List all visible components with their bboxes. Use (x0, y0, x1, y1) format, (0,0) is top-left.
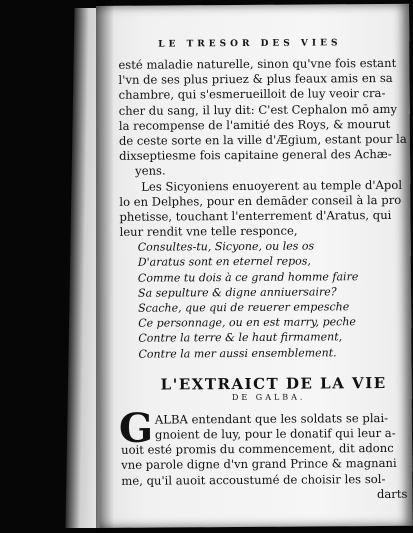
text-line: esté maladie naturelle, sinon qu'vne fois estant (118, 55, 397, 72)
verse-line: Consultes-tu, Sicyone, ou les os (137, 239, 315, 254)
text-line: dixseptiesme fois capitaine general des Achæ- (118, 147, 392, 163)
text-line: chambre, qui s'esmerueilloit de luy veoir cra- (118, 86, 386, 103)
drop-cap: G (118, 404, 154, 452)
text-line: l'vn de ses plus priuez & plus feaux amis en sa (118, 71, 393, 88)
paragraph-galba (118, 404, 413, 504)
verse-line: Comme tu dois à ce grand homme faire (137, 269, 359, 285)
verse-line: Sa sepulture & digne anniuersaire? (137, 285, 337, 300)
page-body (118, 56, 413, 504)
text-line: cher du sang, il luy dit: C'est Cephalon mō amy (118, 101, 398, 118)
running-head: LE TRESOR DES VIES (158, 38, 342, 50)
text-line: leur rendit vne telle responce, (119, 223, 298, 239)
paragraph-sicyonians (119, 177, 413, 240)
text-line: vne parole digne d'vn grand Prince & magnani (121, 456, 397, 473)
catchword: darts (376, 486, 408, 501)
verse-line: Ce personnage, ou en est marry, peche (138, 315, 356, 330)
chapter-subtitle: DE GALBA. (231, 392, 306, 402)
text-line: ALBA entendant que les soldats se plai- (154, 410, 389, 427)
text-line: de ceste sorte en la ville d'Ægium, estant pour la (118, 131, 407, 148)
text-line: yens. (135, 163, 166, 179)
text-line: gnoient de luy, pour le donatif qui leur a- (154, 425, 396, 442)
verse-line: D'aratus sont en eternel repos, (137, 254, 311, 270)
text-line: phetisse, touchant l'enterrement d'Aratus, qui (119, 207, 392, 224)
verse-line: Contre la terre & le haut firmament, (138, 330, 343, 346)
oracle-verse (120, 238, 413, 362)
paragraph-aratus-death (118, 56, 413, 180)
verse-line: Contre la mer aussi ensemblement. (138, 345, 337, 361)
book-page (96, 4, 413, 528)
text-line: Les Sicyoniens enuoyerent au temple d'Apol (141, 177, 403, 194)
binding-shadow (96, 0, 114, 533)
text-line: la recompense de l'amitié des Roys, & mourut (118, 116, 391, 133)
chapter-title: L'EXTRAICT DE LA VIE (160, 373, 387, 394)
text-line: lo en Delphes, pour en demāder conseil à la pro (119, 192, 402, 209)
text-line: uoit esté promis du commencement, dit adonc (121, 441, 394, 457)
text-line: me, qu'il auoit accoustumé de choisir les sol- (121, 471, 386, 488)
verse-line: Scache, que qui de reuerer empesche (138, 300, 350, 315)
